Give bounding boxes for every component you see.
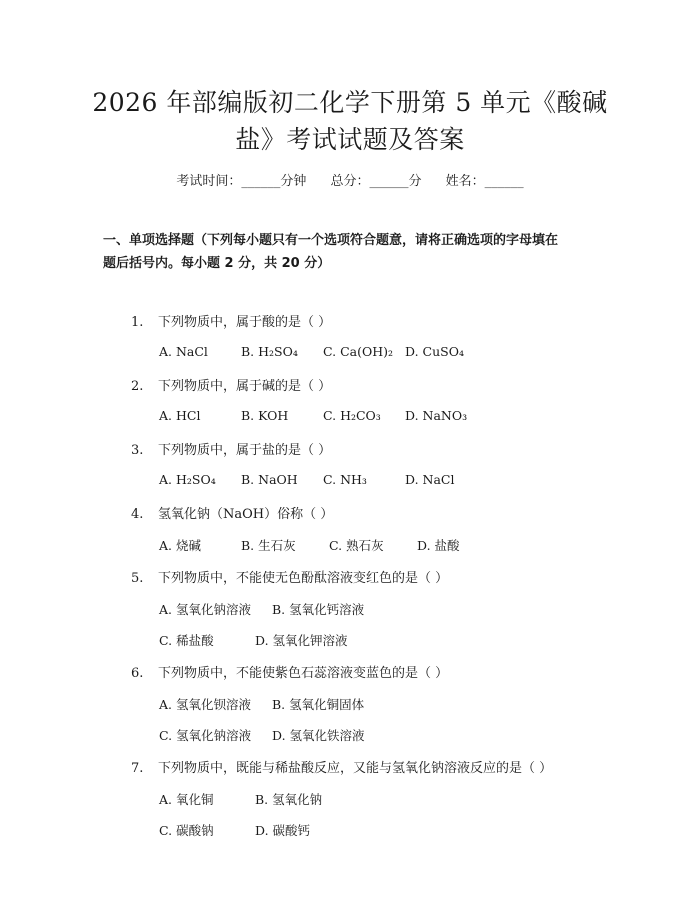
exam-name: 姓名：______ xyxy=(445,174,524,189)
option-a: A. 烧碱 xyxy=(159,538,201,553)
option-c: C. H₂CO₃ xyxy=(323,408,381,423)
question-number: 6. xyxy=(131,666,144,681)
option-d: D. 碳酸钙 xyxy=(255,823,311,838)
option-b: B. 氢氧化钙溶液 xyxy=(272,602,365,617)
question-4 xyxy=(131,503,333,522)
option-b: B. KOH xyxy=(241,408,289,423)
option-a: A. 氢氧化钡溶液 xyxy=(159,697,251,712)
option-b: B. 氢氧化钠 xyxy=(255,792,323,807)
section-heading xyxy=(103,229,603,275)
option-d: D. 盐酸 xyxy=(417,538,460,553)
option-a: A. NaCl xyxy=(159,344,208,359)
question-text: 下列物质中，既能与稀盐酸反应，又能与氢氧化钠溶液反应的是（ ） xyxy=(158,761,553,776)
options-q7-row-2 xyxy=(159,821,310,839)
question-text: 下列物质中，不能使紫色石蕊溶液变蓝色的是（ ） xyxy=(158,666,449,681)
option-d: D. 氢氧化钾溶液 xyxy=(255,633,348,648)
option-a: A. 氧化铜 xyxy=(159,792,214,807)
title-line-1: 2026 年部编版初二化学下册第 5 单元《酸碱 xyxy=(92,88,608,117)
question-number: 7. xyxy=(131,761,144,776)
option-a: A. H₂SO₄ xyxy=(159,472,216,487)
exam-meta xyxy=(0,170,700,189)
page-title xyxy=(40,84,660,158)
option-b: B. H₂SO₄ xyxy=(241,344,298,359)
question-number: 2. xyxy=(131,379,144,394)
question-number: 4. xyxy=(131,507,144,522)
option-a: A. 氢氧化钠溶液 xyxy=(159,602,251,617)
option-d: D. 氢氧化铁溶液 xyxy=(272,728,365,743)
question-6 xyxy=(131,662,448,681)
option-d: D. CuSO₄ xyxy=(405,344,464,359)
options-q5-row-2 xyxy=(159,631,348,649)
option-d: D. NaNO₃ xyxy=(405,408,468,423)
exam-score: 总分：______分 xyxy=(330,174,422,189)
question-5 xyxy=(131,567,448,586)
option-c: C. 氢氧化钠溶液 xyxy=(159,728,252,743)
question-number: 3. xyxy=(131,443,144,458)
question-text: 下列物质中，属于碱的是（ ） xyxy=(158,379,332,394)
options-q5-row-1 xyxy=(159,600,364,618)
options-q6-row-2 xyxy=(159,726,365,744)
option-b: B. 生石灰 xyxy=(241,538,296,553)
option-d: D. NaCl xyxy=(405,472,455,487)
options-q6-row-1 xyxy=(159,695,364,713)
question-number: 1. xyxy=(131,315,144,330)
question-3 xyxy=(131,439,331,458)
options-q1 xyxy=(159,344,464,359)
question-text: 下列物质中，不能使无色酚酞溶液变红色的是（ ） xyxy=(158,571,449,586)
question-text: 下列物质中，属于酸的是（ ） xyxy=(158,315,332,330)
question-text: 氢氧化钠（NaOH）俗称（ ） xyxy=(158,507,334,522)
question-7 xyxy=(131,757,552,776)
option-c: C. 熟石灰 xyxy=(329,538,384,553)
question-text: 下列物质中，属于盐的是（ ） xyxy=(158,443,332,458)
question-number: 5. xyxy=(131,571,144,586)
options-q4 xyxy=(159,536,460,554)
option-c: C. 稀盐酸 xyxy=(159,633,214,648)
question-2 xyxy=(131,375,331,394)
option-b: B. NaOH xyxy=(241,472,298,487)
options-q2 xyxy=(159,408,467,423)
options-q3 xyxy=(159,472,454,487)
section-heading-line-2: 题后括号内。每小题 2 分，共 20 分） xyxy=(103,256,331,271)
question-1 xyxy=(131,311,331,330)
exam-time: 考试时间：______分钟 xyxy=(176,174,307,189)
options-q7-row-1 xyxy=(159,790,322,808)
option-c: C. Ca(OH)₂ xyxy=(323,344,393,359)
option-b: B. 氢氧化铜固体 xyxy=(272,697,365,712)
title-line-2: 盐》考试试题及答案 xyxy=(235,125,465,154)
option-c: C. 碳酸钠 xyxy=(159,823,214,838)
option-a: A. HCl xyxy=(159,408,201,423)
section-heading-line-1: 一、单项选择题（下列每小题只有一个选项符合题意，请将正确选项的字母填在 xyxy=(103,233,559,248)
option-c: C. NH₃ xyxy=(323,472,367,487)
